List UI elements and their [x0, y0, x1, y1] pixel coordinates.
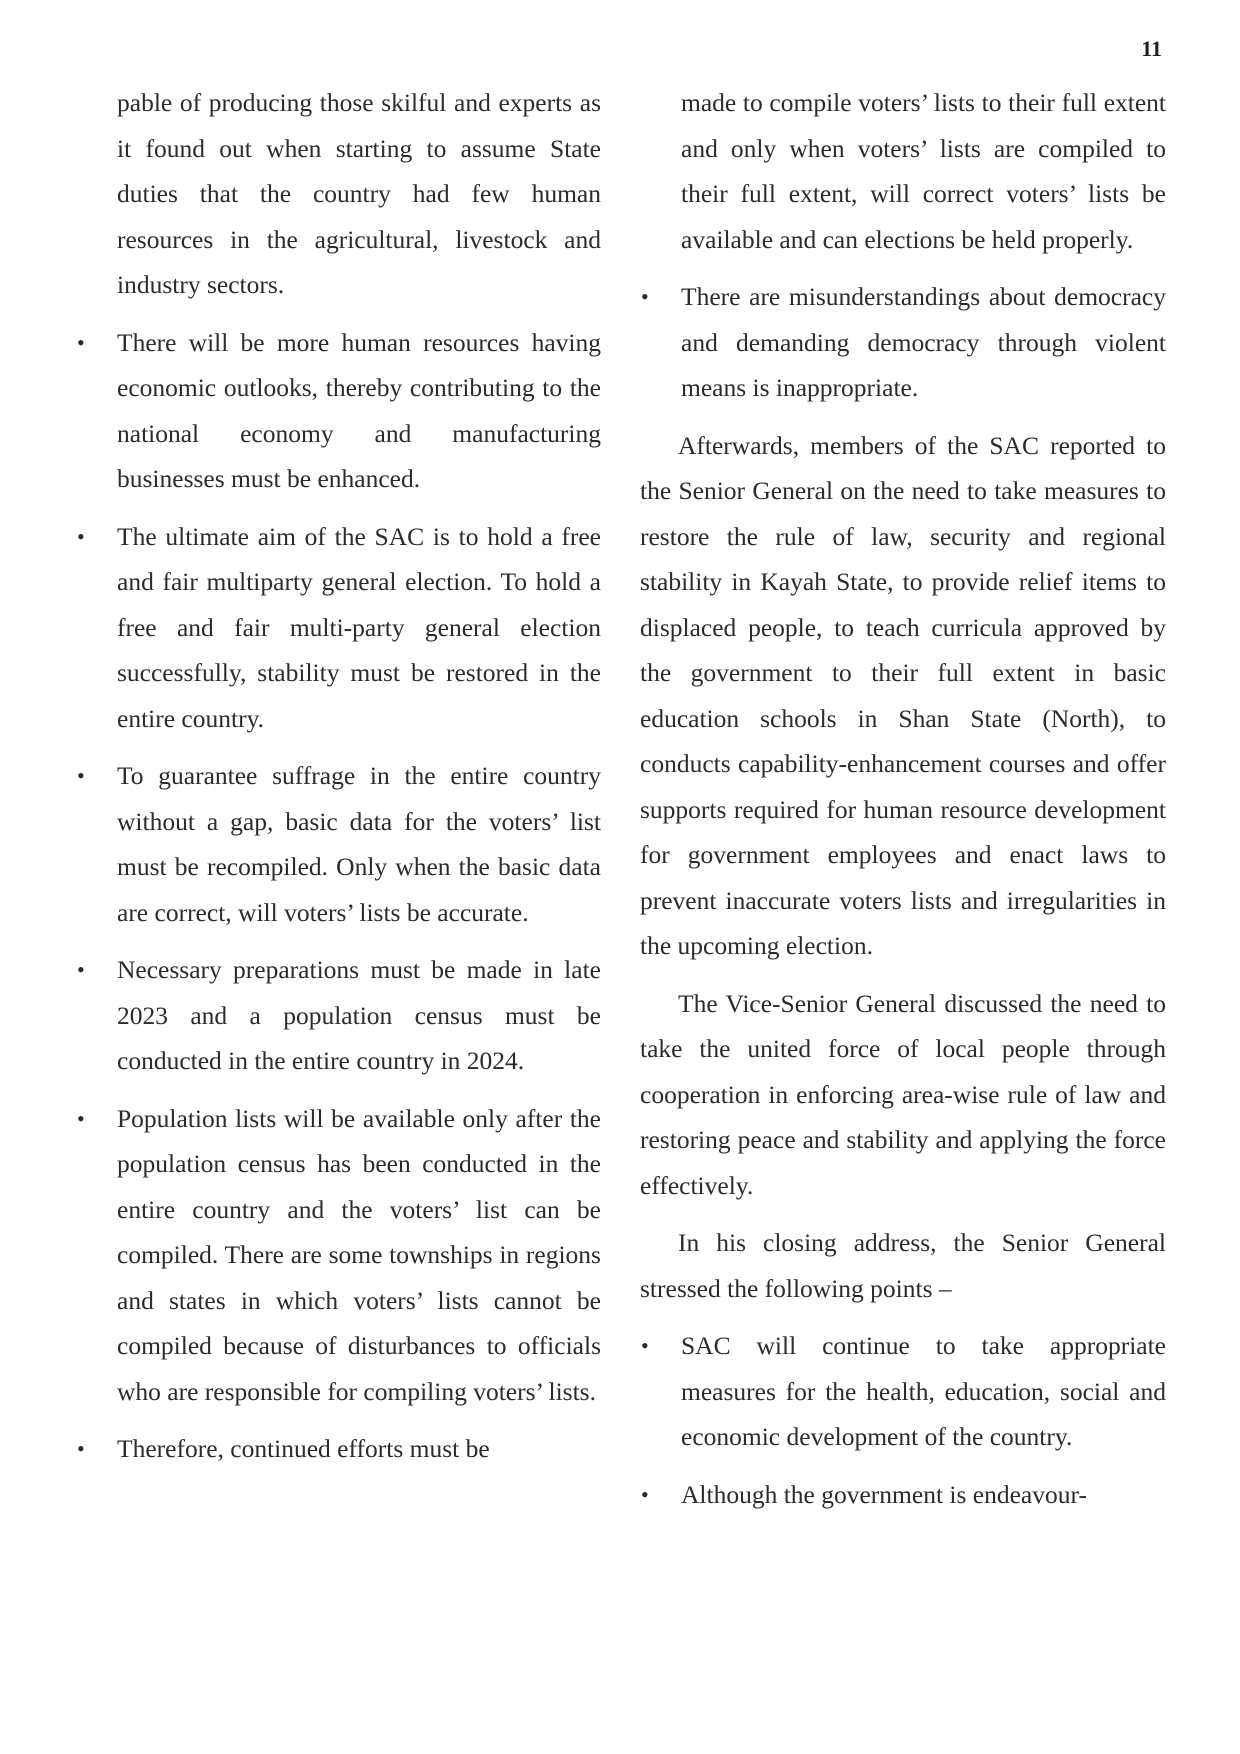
body-paragraph: Afterwards, members of the SAC reported to the Senior General on the need to take measures to restore the rule of law, security and regional stability in Kayah State, to provide relief items to displaced people, to teach curricula approved by the government to their full extent in basic education schools in Shan State (North), to conducts capability-enhancement courses and offer supports required for human resource development for government employees and enact laws to prevent inaccurate voters lists and irregularities in the upcoming election.	[640, 430, 1166, 960]
bullet-list	[76, 320, 601, 1472]
paragraph-continuation: made to compile voters’ lists to their full extent and only when voters’ lists are compiled to their full extent, will correct voters’ lists be available and can elections be held properly.	[681, 88, 1166, 254]
bullet-text: Population lists will be available only after the population census has been conducted in the entire country and the voters’ list can be compiled. There are some townships in regions and states in which voters’ lists cannot be compiled because of disturbances to officials who are responsible for compiling voters’ lists.	[117, 1103, 601, 1406]
bullet-item	[76, 320, 601, 502]
bullet-icon: •	[77, 957, 85, 982]
bullet-text: To guarantee suffrage in the entire country without a gap, basic data for the voters’ list must be recompiled. Only when the basic data are correct, will voters’ lists be accurate.	[117, 761, 601, 927]
bullet-list	[640, 274, 1166, 411]
bullet-item	[76, 1096, 601, 1415]
bullet-item	[76, 1426, 601, 1472]
bullet-text: There will be more human resources having economic outlooks, thereby contributing to the national economy and manufacturing businesses must be enhanced.	[117, 327, 601, 493]
bullet-item	[640, 1323, 1166, 1460]
bullet-item	[76, 514, 601, 742]
bullet-icon: •	[77, 763, 85, 788]
page-number: 11	[1141, 36, 1162, 61]
left-column	[76, 80, 601, 1484]
body-paragraph: In his closing address, the Senior General stressed the following points –	[640, 1228, 1166, 1303]
bullet-item	[640, 1472, 1166, 1518]
bullet-icon: •	[77, 329, 85, 355]
bullet-text: Therefore, continued efforts must be	[117, 1434, 490, 1463]
bullet-icon: •	[641, 1333, 649, 1358]
right-column	[640, 80, 1166, 1529]
bullet-icon: •	[77, 1105, 85, 1131]
bullet-item	[76, 947, 601, 1084]
paragraph-continuation: pable of producing those skilful and experts as it found out when starting to assume State duties that the country had few human resources in the agricultural, livestock and industry sectors.	[117, 88, 601, 299]
bullet-text: Necessary preparations must be made in late 2023 and a population census must be conducted in the entire country in 2024.	[117, 955, 601, 1075]
bullet-text: The ultimate aim of the SAC is to hold a free and fair multiparty general election. To hold a free and fair multi-party general election successfully, stability must be restored in the entire country.	[117, 521, 601, 733]
bullet-text: Although the government is endeavour-	[681, 1479, 1087, 1509]
bullet-item	[640, 274, 1166, 411]
bullet-text: There are misunderstandings about democracy and demanding democracy through violent means is inappropriate.	[681, 282, 1166, 402]
bullet-icon: •	[77, 1436, 85, 1461]
bullet-icon: •	[641, 1481, 649, 1507]
bullet-text: SAC will continue to take appropriate measures for the health, education, social and economic development of the country.	[681, 1331, 1166, 1451]
bullet-icon: •	[77, 523, 85, 549]
bullet-list	[640, 1323, 1166, 1517]
bullet-item	[76, 753, 601, 935]
bullet-icon: •	[641, 284, 649, 309]
body-paragraph: The Vice-Senior General discussed the need to take the united force of local people through cooperation in enforcing area-wise rule of law and restoring peace and stability and applying the force effectively.	[640, 988, 1166, 1200]
